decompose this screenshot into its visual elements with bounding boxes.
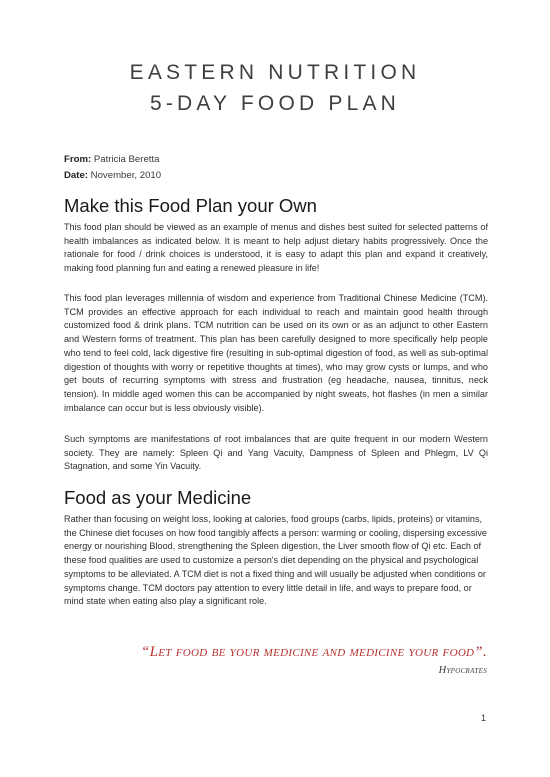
from-value: Patricia Beretta — [93, 154, 160, 165]
from-label: From: — [64, 154, 92, 165]
section-heading-food-medicine: Food as your Medicine — [64, 487, 252, 508]
page-number: 1 — [480, 713, 486, 723]
section1-paragraph-2: This food plan leverages millennia of wisdom and experience from Traditional Chinese Medicine (TCM). TCM provides an effective approach for each individual to reach and maintain good health through customized food & drink plans. TCM nutrition can be used on its own or as an adjunct to other Eastern and Western forms of treatment. This plan has been carefully designed to more specifically help people who tend to feel cold, lack digestive fire (resulting in sub-optimal digestion of food, as well as sub-optimal digestion of thoughts with worry or repetitive thoughts at times), who may grow cysts or lumps, and who get bouts of recurring symptoms with stress and frustration (eg headache, nausea, tinnitus, neck tension). In middle aged women this can be accompanied by night sweats, hot flashes (in men a similar imbalance can occur but is less obviously visible). — [64, 293, 488, 413]
date-label: Date: — [64, 170, 88, 181]
date-value: November, 2010 — [90, 170, 162, 181]
document-title — [0, 57, 550, 119]
from-line — [64, 152, 161, 168]
quote-text: “Let food be your medicine and medicine your food”. — [141, 644, 487, 660]
document-meta — [64, 152, 161, 184]
title-line-2: 5-DAY FOOD PLAN — [149, 92, 401, 115]
quote-author: Hypocrates — [438, 665, 487, 676]
section1-paragraph-1: This food plan should be viewed as an example of menus and dishes best suited for selected patterns of health imbalances as indicated below. It is meant to help adjust dietary habits progressively. Once the rationale for food / drink choices is understood, it is easy to adapt this plan and expand it creatively, making food planning fun and eating a renewed pleasure in life! — [64, 222, 488, 274]
section-heading-make-your-own: Make this Food Plan your Own — [64, 195, 317, 216]
section2-paragraph: Rather than focusing on weight loss, looking at calories, food groups (carbs, lipids, proteins) or vitamins, the Chinese diet focuses on how food tangibly affects a person: warming or cooling, dispersing excessive energy or nourishing Blood, strengthening the Spleen digestion, the Liver smooth flow of Qi etc. Each of these food qualities are used to customize a person's diet depending on the physical and psychological symptoms to be alleviated. A TCM diet is not a fixed thing and will usually be adjusted when conditions or symptoms change. TCM doctors pay attention to every little detail in life, and ways to prepare food, or mind state when eating also play a significant role. — [64, 514, 487, 607]
date-line — [64, 168, 161, 184]
section1-paragraph-3: Such symptoms are manifestations of root imbalances that are quite frequent in our modern Western society. They are namely: Spleen Qi and Yang Vacuity, Dampness of Spleen and Phlegm, LV Qi Stagnation, and some Yin Vacuity. — [64, 434, 488, 472]
title-line-1: EASTERN NUTRITION — [129, 61, 421, 84]
